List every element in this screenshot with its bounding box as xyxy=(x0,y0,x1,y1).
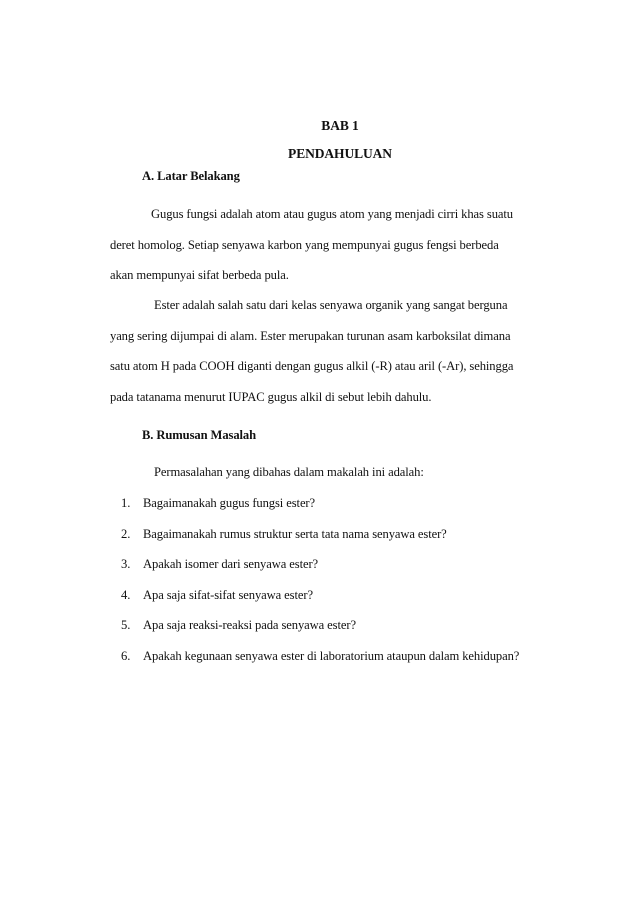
list-item-number: 6. xyxy=(121,649,131,663)
paragraph-2-line-1: Ester adalah salah satu dari kelas senyawa organik yang sangat berguna xyxy=(154,298,508,312)
list-item: Apa saja sifat-sifat senyawa ester? xyxy=(143,588,313,602)
chapter-label: BAB 1 xyxy=(321,118,359,133)
paragraph-2-line-3: satu atom H pada COOH diganti dengan gugus alkil (-R) atau aril (-Ar), sehingga xyxy=(110,359,514,373)
paragraph-1-line-2: deret homolog. Setiap senyawa karbon yang mempunyai gugus fengsi berbeda xyxy=(110,238,499,252)
list-item-number: 2. xyxy=(121,527,131,541)
list-item-number: 5. xyxy=(121,618,131,632)
section-b-heading: B. Rumusan Masalah xyxy=(142,428,257,442)
paragraph-1-line-3: akan mempunyai sifat berbeda pula. xyxy=(110,268,289,282)
chapter-title: PENDAHULUAN xyxy=(288,146,392,161)
paragraph-2-line-4: pada tatanama menurut IUPAC gugus alkil di sebut lebih dahulu. xyxy=(110,390,432,404)
list-item: Bagaimanakah gugus fungsi ester? xyxy=(143,496,316,510)
list-item: Apakah isomer dari senyawa ester? xyxy=(143,557,319,571)
section-b-intro: Permasalahan yang dibahas dalam makalah ini adalah: xyxy=(154,465,424,479)
list-item: Apa saja reaksi-reaksi pada senyawa ester? xyxy=(143,618,356,632)
list-item-number: 4. xyxy=(121,588,131,602)
list-item-number: 3. xyxy=(121,557,131,571)
paragraph-2-line-2: yang sering dijumpai di alam. Ester merupakan turunan asam karboksilat dimana xyxy=(110,329,511,343)
list-item: Bagaimanakah rumus struktur serta tata nama senyawa ester? xyxy=(143,527,447,541)
section-a-heading: A. Latar Belakang xyxy=(142,169,240,183)
paragraph-1-line-1: Gugus fungsi adalah atom atau gugus atom yang menjadi cirri khas suatu xyxy=(151,207,513,221)
list-item: Apakah kegunaan senyawa ester di laboratorium ataupun dalam kehidupan? xyxy=(143,649,520,663)
list-item-number: 1. xyxy=(121,496,131,510)
